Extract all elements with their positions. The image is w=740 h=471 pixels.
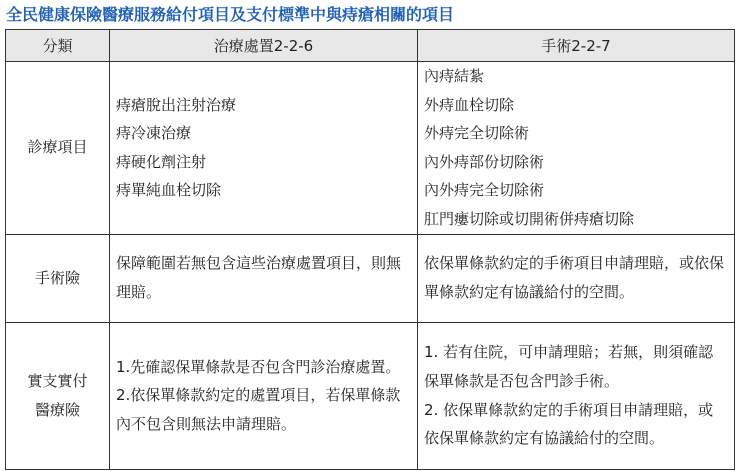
surgery-surgery-insurance-cell: [418, 234, 735, 322]
treatment-reimbursement-cell: [110, 322, 418, 469]
treatment-surgery-insurance-cell: [110, 234, 418, 322]
coverage-table: [5, 29, 735, 470]
header-treatment: 治療處置2-2-6: [110, 30, 418, 62]
row-label-line: 實支實付: [27, 371, 88, 390]
header-surgery: 手術2-2-7: [418, 30, 735, 62]
surgery-item: 外痔血栓切除: [424, 95, 515, 114]
row-label-reimbursement-insurance: [6, 322, 110, 469]
row-label-line: 醫療險: [34, 400, 80, 419]
treatment-point: 2.依保單條款約定的處置項目，若保單條款內不包含則無法申請理賠。: [116, 386, 401, 433]
surgery-items-cell: [418, 62, 735, 235]
surgery-item: 內痔結紮: [424, 67, 485, 85]
row-label-surgery-insurance: 手術險: [6, 234, 110, 322]
surgery-item: 內外痔部份切除術: [424, 152, 545, 171]
surgery-item: 外痔完全切除術: [424, 124, 530, 143]
surgery-reimbursement-cell: [418, 322, 735, 469]
treatment-item: 痔冷凍治療: [116, 124, 192, 143]
surgery-item: 肛門瘻切除或切開術併痔瘡切除: [424, 209, 635, 228]
header-category: 分類: [6, 30, 110, 62]
surgery-note: 依保單條款約定的手術項目申請理賠，或依保單條款約定有協議給付的空間。: [424, 254, 725, 302]
row-label-items: 診療項目: [6, 62, 110, 235]
surgery-point: 1. 若有住院，可申請理賠；若無，則須確認保單條款是否包含門診手術。: [424, 343, 714, 390]
table-row: [6, 62, 735, 235]
treatment-item: 痔瘡脫出注射治療: [116, 95, 237, 114]
table-row: [6, 322, 735, 469]
treatment-item: 痔單純血栓切除: [116, 181, 222, 200]
document-title: 全民健康保險醫療服務給付項目及支付標準中與痔瘡相關的項目: [6, 5, 455, 24]
surgery-item: 內外痔完全切除術: [424, 181, 545, 200]
header-row: [6, 30, 735, 62]
treatment-item: 痔硬化劑注射: [116, 152, 207, 171]
treatment-point: 1.先確認保單條款是否包含門診治療處置。: [116, 357, 401, 376]
treatment-items-cell: [110, 62, 418, 235]
treatment-note: 保障範圍若無包含這些治療處置項目，則無理賠。: [116, 254, 402, 302]
surgery-point: 2. 依保單條款約定的手術項目申請理賠，或依保單條款約定有協議給付的空間。: [424, 400, 714, 448]
table-row: [6, 234, 735, 322]
